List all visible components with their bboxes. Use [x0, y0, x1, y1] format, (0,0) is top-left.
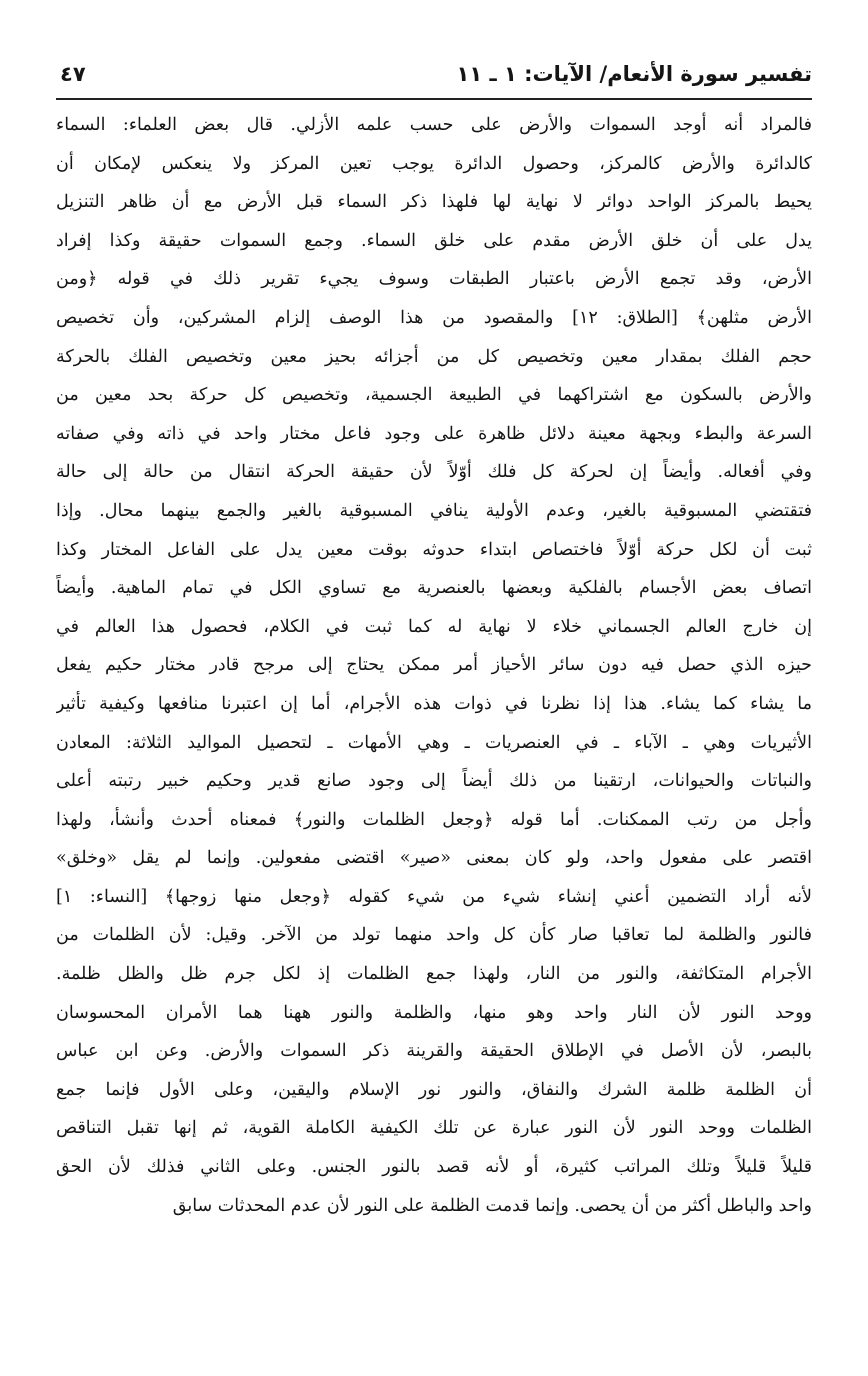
text-line: يحيط بالمركز الواحد دوائر لا نهاية لها فلهذا ذكر السماء قبل الأرض مع أن ظاهر التنزيل [56, 192, 812, 213]
text-line: يدل على أن خلق الأرض مقدم على خلق السماء. وجمع السموات حقيقة وكذا إفراد [56, 230, 812, 251]
text-line: فتقتضي المسبوقية بالغير، وعدم الأولية ينافي المسبوقية بالغير والجمع بينهما محال. وإذا [56, 500, 812, 521]
text-line: السرعة والبطء وبجهة معينة دلائل ظاهرة على وجود فاعل مختار واحد في ذاته وفي صفاته [56, 423, 812, 444]
running-title: تفسير سورة الأنعام/ الآيات: ١ ـ ١١ [456, 62, 812, 86]
text-line: والنباتات والحيوانات، ارتقينا من ذلك أيضاً إلى وجود صانع قدير وحكيم خبير رتبته أعلى [56, 771, 812, 792]
text-line: الأرض، وقد تجمع الأرض باعتبار الطبقات وسوف يجيء تقرير ذلك في قوله ﴿ومن [56, 269, 812, 290]
text-line: كالدائرة والأرض كالمركز، وحصول الدائرة يوجب تعين المركز ولا ينعكس لإمكان أن [56, 153, 812, 174]
text-line: الأجرام المتكاثفة، والنور من النار، ولهذا جمع الظلمات إذ لكل جرم ظل والظل ظلمة. [56, 964, 812, 985]
text-line: الأرض مثلهن﴾ [الطلاق: ١٢] والمقصود من هذا الوصف إلزام المشركين، وأن تخصيص [56, 307, 812, 328]
text-line: الظلمات ووحد النور لأن النور عبارة عن تلك الكيفية الكاملة القوية، ثم إنها تقبل التناقص [56, 1118, 812, 1139]
text-line: حيزه الذي حصل فيه دون سائر الأحياز أمر ممكن يحتاج إلى مرجح قادر مختار حكيم يفعل [56, 655, 812, 676]
text-line: والأرض بالسكون مع اشتراكهما في الطبيعة الجسمية، وتخصيص كل حركة بحد معين من [56, 385, 812, 406]
text-line: الأثيريات وهي ـ الآباء ـ في العنصريات ـ وهي الأمهات ـ لتحصيل المواليد الثلاثة: المعادن [56, 732, 812, 753]
body-text [56, 106, 812, 1225]
text-line: واحد والباطل أكثر من أن يحصى. وإنما قدمت الظلمة على النور لأن عدم المحدثات سابق [172, 1195, 812, 1216]
text-line: قليلاً قليلاً وتلك المراتب كثيرة، أو لأنه قصد بالنور الجنس. وعلى الثاني فذلك لأن الحق [56, 1157, 812, 1178]
text-line: اقتصر على مفعول واحد، ولو كان بمعنى «صير» اقتضى مفعولين. وإنما لم يقل «وخلق» [56, 848, 812, 869]
text-line: ووحد النور لأن النار واحد وهو منها، والظلمة والنور ههنا هما الأمران المحسوسان [56, 1002, 812, 1023]
text-line: فالمراد أنه أوجد السموات والأرض على حسب علمه الأزلي. قال بعض العلماء: السماء [56, 115, 812, 135]
page-number: ٤٧ [60, 62, 86, 86]
page-header [56, 60, 812, 100]
text-line: ثبت أن لكل حركة أوّلاً فاختصاص ابتداء حدوثه بوقت معين يدل على الفاعل المختار وكذا [56, 539, 812, 560]
text-line: وأجل من رتب الممكنات. أما قوله ﴿وجعل الظلمات والنور﴾ فمعناه أحدث وأنشأ، ولهذا [56, 809, 812, 830]
text-line: بالبصر، لأن الأصل في الإطلاق الحقيقة والقرينة ذكر السموات والأرض. وعن ابن عباس [56, 1041, 812, 1062]
text-line: اتصاف بعض الأجسام بالفلكية وبعضها بالعنصرية مع تساوي الكل في تمام الماهية. وأيضاً [56, 578, 812, 599]
text-line: حجم الفلك بمقدار معين وتخصيص كل من أجزائه بحيز معين وتخصيص الفلك بالحركة [56, 346, 812, 367]
text-line: لأنه أراد التضمين أعني إنشاء شيء من شيء كقوله ﴿وجعل منها زوجها﴾ [النساء: ١] [56, 886, 812, 907]
text-line: ما يشاء كما يشاء. هذا إذا نظرنا في ذوات هذه الأجرام، أما إن اعتبرنا منافعها وكيفية تأثير [56, 693, 812, 714]
text-line: فالنور والظلمة لما تعاقبا صار كأن كل واحد منهما تولد من الآخر. وقيل: لأن الظلمات من [56, 925, 812, 946]
text-line: أن الظلمة ظلمة الشرك والنفاق، والنور نور الإسلام واليقين، وعلى الأول فإنما جمع [56, 1079, 812, 1100]
text-line: وفي أفعاله. وأيضاً إن لحركة كل فلك أوّلاً لأن حقيقة الحركة انتقال من حالة إلى حالة [56, 462, 812, 483]
text-line: إن خارج العالم الجسماني خلاء لا نهاية له كما ثبت في الكلام، فحصول هذا العالم في [56, 616, 812, 637]
